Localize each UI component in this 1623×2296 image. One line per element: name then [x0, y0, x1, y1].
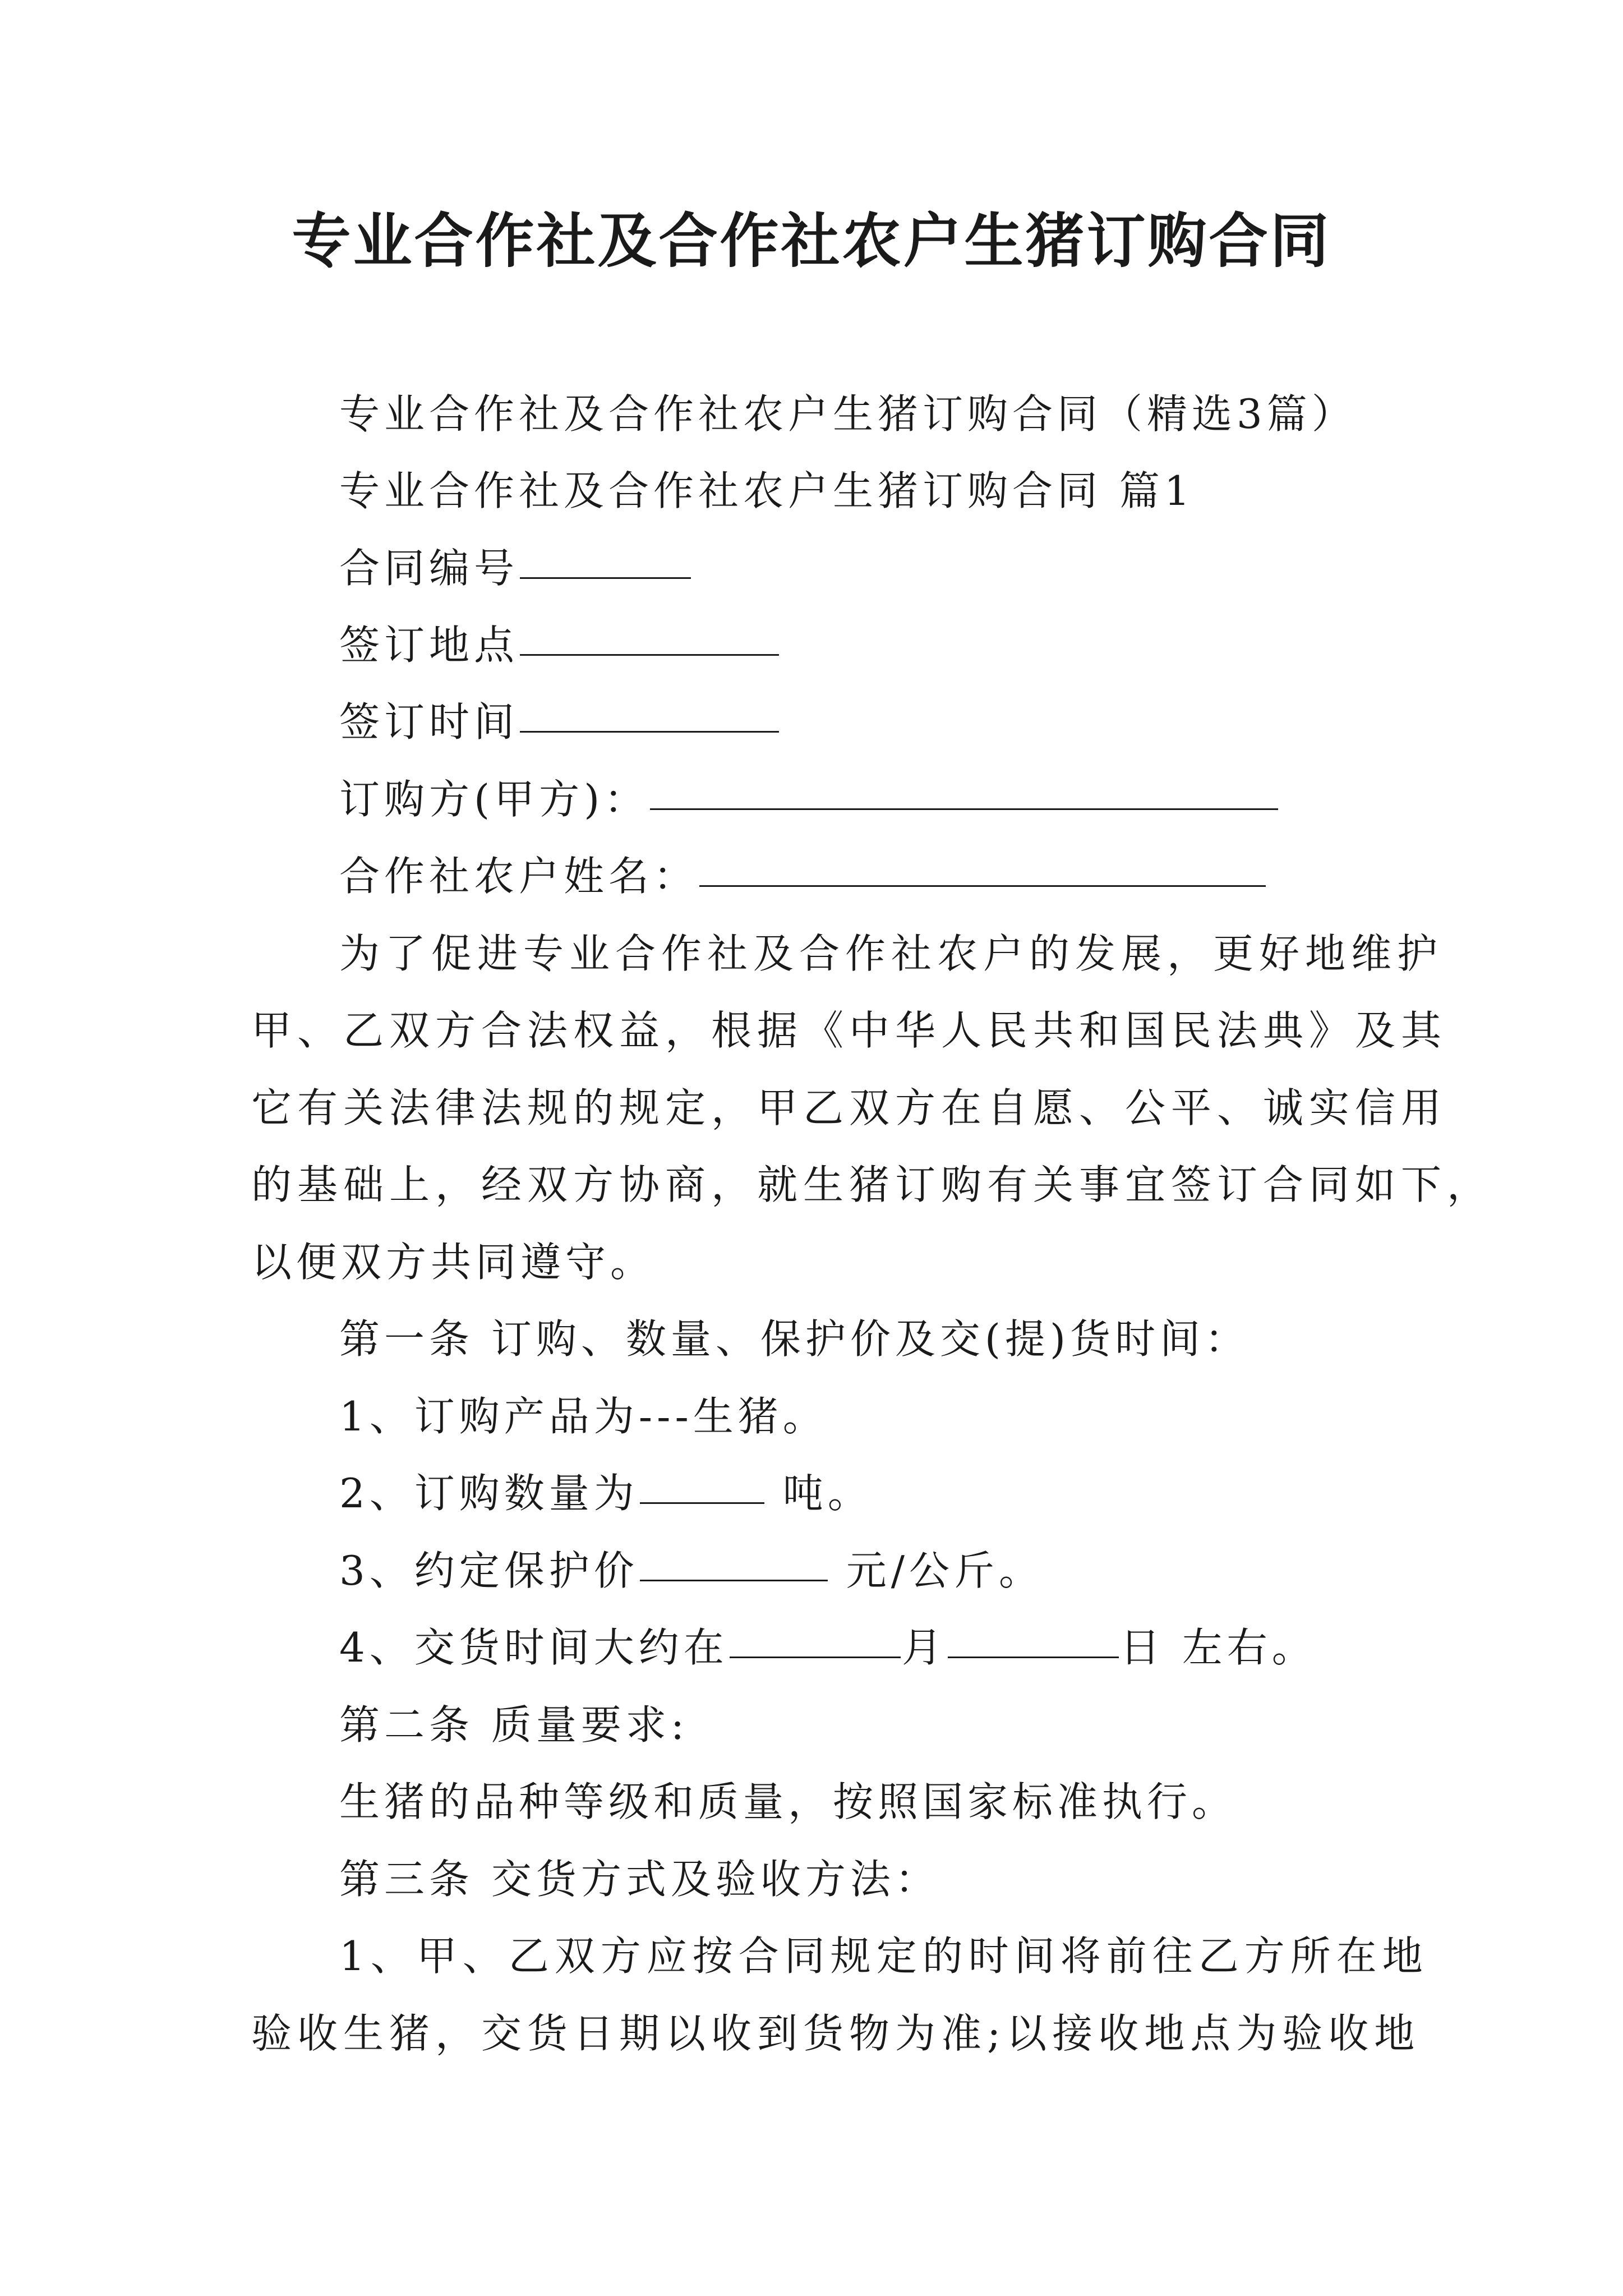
- sign-place-field: [339, 611, 780, 679]
- item4-day: 日 左右。: [1119, 1624, 1317, 1671]
- preamble-line: 以便双方共同遵守。: [251, 1239, 656, 1286]
- buyer-blank: [650, 768, 1278, 810]
- farmer-name-field: [339, 843, 1267, 910]
- clause1-item3: [339, 1537, 1044, 1604]
- clause2-body: 生猪的品种等级和质量，按照国家标准执行。: [339, 1778, 1237, 1825]
- contract-no-blank: [520, 537, 691, 579]
- sign-time-field: [339, 688, 780, 756]
- buyer-field: [339, 766, 1279, 833]
- clause1-heading: 第一条 订购、数量、保护价及交(提)货时间：: [339, 1315, 1250, 1363]
- farmer-name-label: 合作社农户姓名：: [339, 853, 699, 900]
- sign-place-blank: [520, 614, 779, 656]
- item4-month: 月: [901, 1624, 947, 1671]
- quantity-blank: [640, 1462, 764, 1504]
- item3-suffix: 元/公斤。: [846, 1547, 1044, 1594]
- sign-place-label: 签订地点: [339, 622, 519, 669]
- article-heading: 专业合作社及合作社农户生猪订购合同 篇1: [339, 467, 1195, 514]
- subtitle: 专业合作社及合作社农户生猪订购合同（精选3篇）: [339, 390, 1357, 438]
- item2-suffix: 吨。: [782, 1470, 873, 1517]
- document-title: 专业合作社及合作社农户生猪订购合同: [292, 207, 1331, 275]
- item4-prefix: 4、交货时间大约在: [339, 1624, 728, 1671]
- sign-time-label: 签订时间: [339, 698, 519, 746]
- item3-prefix: 3、约定保护价: [339, 1547, 639, 1594]
- clause3-heading: 第三条 交货方式及验收方法：: [339, 1856, 940, 1903]
- clause2-heading: 第二条 质量要求:: [339, 1701, 689, 1749]
- sign-time-blank: [520, 691, 779, 733]
- contract-no-field: [339, 535, 692, 602]
- item2-prefix: 2、订购数量为: [339, 1470, 639, 1517]
- clause1-item2: [339, 1460, 873, 1527]
- preamble-line: 为了促进专业合作社及合作社农户的发展，更好地维护: [339, 930, 1444, 977]
- day-blank: [948, 1616, 1119, 1658]
- buyer-label: 订购方(甲方)：: [339, 776, 649, 823]
- farmer-name-blank: [699, 845, 1266, 887]
- preamble-line: 它有关法律法规的规定，甲乙双方在自愿、公平、诚实信用: [251, 1084, 1447, 1131]
- clause3-line: 验收生猪，交货日期以收到货物为准;以接收地点为验收地: [251, 2010, 1421, 2057]
- price-blank: [640, 1539, 828, 1581]
- month-blank: [730, 1616, 901, 1658]
- contract-no-label: 合同编号: [339, 545, 519, 592]
- clause1-item1: 1、订购产品为---生猪。: [339, 1393, 828, 1440]
- clause3-line: 1、甲、乙双方应按合同规定的时间将前往乙方所在地: [339, 1932, 1428, 1980]
- clause1-item4: [339, 1614, 1317, 1681]
- preamble-line: 的基础上，经双方协商，就生猪订购有关事宜签订合同如下，: [251, 1161, 1493, 1208]
- preamble-line: 甲、乙双方合法权益，根据《中华人民共和国民法典》及其: [251, 1007, 1447, 1054]
